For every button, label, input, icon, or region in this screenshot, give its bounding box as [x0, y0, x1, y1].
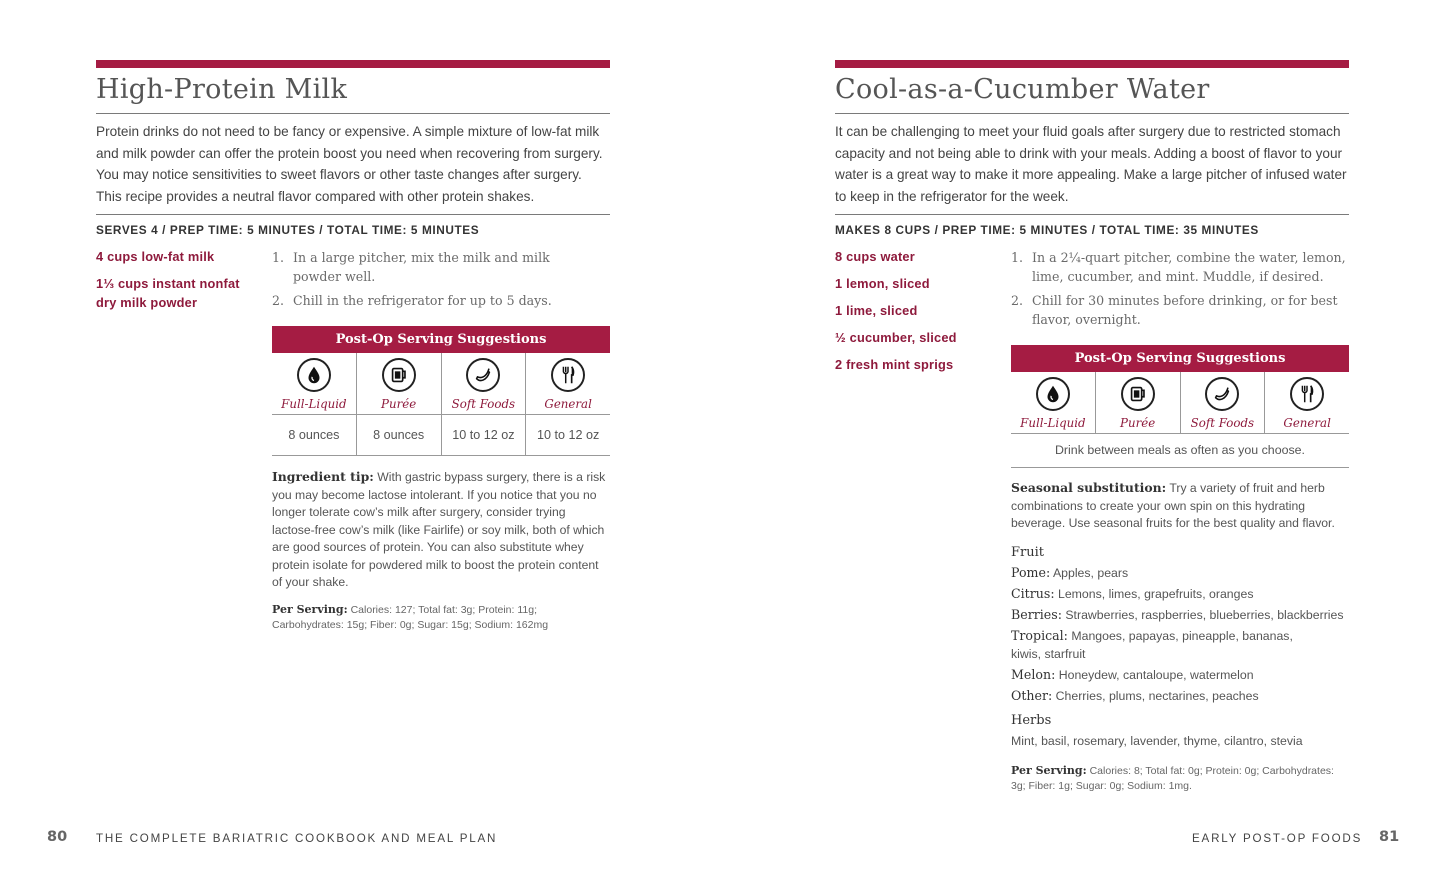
fork-knife-icon — [1290, 377, 1324, 411]
step-list — [1011, 248, 1349, 334]
mug-icon — [1121, 377, 1155, 411]
banana-icon — [1205, 377, 1239, 411]
running-head-left: THE COMPLETE BARIATRIC COOKBOOK AND MEAL PLAN — [96, 832, 498, 845]
divider — [835, 113, 1349, 114]
banana-icon — [466, 358, 500, 392]
serving-label: Purée — [381, 397, 417, 411]
serving-amount: 8 ounces — [357, 415, 442, 455]
fruit-values: Mangoes, papayas, pineapple, bananas, kiwis, starfruit — [1011, 629, 1293, 661]
serving-amount: 10 to 12 oz — [536, 428, 600, 442]
fruit-values: Honeydew, cantaloupe, watermelon — [1058, 667, 1254, 682]
serving-header: Post-Op Serving Suggestions — [1011, 345, 1349, 372]
ingredient-item: 4 cups low-fat milk — [96, 249, 215, 264]
ingredient-list — [96, 248, 261, 321]
serving-amount: 10 to 12 oz — [442, 415, 527, 455]
ingredient-item: 1 lime, sliced — [835, 303, 918, 318]
step-text: Chill in the refrigerator for up to 5 days. — [293, 293, 552, 308]
herbs-list: Mint, basil, rosemary, lavender, thyme, cilantro, stevia — [1011, 734, 1303, 748]
title-accent-bar — [835, 60, 1349, 68]
serving-icons-row — [272, 353, 610, 415]
ingredient-item: 1 lemon, sliced — [835, 276, 930, 291]
ingredient-item: 8 cups water — [835, 249, 915, 264]
recipe-intro: It can be challenging to meet your fluid goals after surgery due to restricted stomach capacity and not being able to drink with your meals. Adding a boost of flavor to your water is a great way to make it more appealing. Make a large pitcher of infused water to keep in the refrigerator for the week. — [835, 124, 1347, 205]
recipe-intro: Protein drinks do not need to be fancy or expensive. A simple mixture of low-fat milk and milk powder can offer the protein boost you need when recovering from surgery. You may notice sensitivities to sweet flavors or other taste changes after surgery. This recipe provides a neutral flavor compared with other protein shakes. — [96, 124, 603, 205]
fruit-category: Other: — [1011, 687, 1053, 703]
nutrition-info — [272, 602, 572, 633]
step-item — [272, 248, 610, 286]
fruit-category: Tropical: — [1011, 628, 1068, 643]
serving-label: Soft Foods — [451, 397, 516, 411]
serving-suggestions-table — [272, 326, 610, 456]
serving-amount: 8 ounces — [272, 415, 357, 455]
mug-icon — [382, 358, 416, 392]
divider — [835, 214, 1349, 215]
serving-note: Drink between meals as often as you choose. — [1011, 434, 1349, 468]
serving-cell-puree — [1096, 372, 1181, 433]
step-item — [1011, 248, 1349, 286]
step-number: 1. — [1011, 250, 1024, 265]
herbs-heading: Herbs — [1011, 713, 1052, 728]
serving-cell-general — [526, 353, 610, 414]
recipe-title: Cool-as-a-Cucumber Water — [835, 74, 1210, 105]
serving-cell-full-liquid — [1011, 372, 1096, 433]
serving-label: Full-Liquid — [281, 397, 347, 411]
ingredient-item: 2 fresh mint sprigs — [835, 357, 954, 372]
nutrition-text: Calories: 8; Total fat: 0g; Protein: 0g; Carbohydrates: 3g; Fiber: 1g; Sugar: 0g; Sodium: 1mg. — [1011, 765, 1334, 792]
substitution-label: Seasonal substitution: — [1011, 480, 1167, 495]
fruit-values: Lemons, limes, grapefruits, oranges — [1057, 587, 1254, 601]
serving-cell-full-liquid — [272, 353, 357, 414]
divider — [96, 214, 610, 215]
ingredient-list — [835, 248, 1000, 383]
fruit-category: Citrus: — [1011, 586, 1055, 601]
step-item — [1011, 291, 1349, 329]
step-number: 1. — [272, 250, 285, 265]
recipe-meta: MAKES 8 CUPS / PREP TIME: 5 MINUTES / TOTAL TIME: 35 MINUTES — [835, 223, 1259, 237]
serving-cell-puree — [357, 353, 442, 414]
serving-label: Full-Liquid — [1020, 416, 1086, 430]
ingredient-item: ½ cucumber, sliced — [835, 330, 957, 345]
nutrition-label: Per Serving: — [1011, 764, 1087, 777]
serving-icons-row — [1011, 372, 1349, 434]
fruit-category: Berries: — [1011, 607, 1062, 622]
recipe-meta: SERVES 4 / PREP TIME: 5 MINUTES / TOTAL TIME: 5 MINUTES — [96, 223, 480, 237]
page-number-right: 81 — [1379, 829, 1400, 845]
serving-cell-general — [1265, 372, 1349, 433]
step-number: 2. — [1011, 293, 1024, 308]
step-item — [272, 291, 610, 310]
fruit-values: Strawberries, raspberries, blueberries, blackberries — [1065, 608, 1344, 622]
serving-label: Soft Foods — [1190, 416, 1255, 430]
divider — [96, 113, 610, 114]
title-accent-bar — [96, 60, 610, 68]
step-list — [272, 248, 610, 315]
step-number: 2. — [272, 293, 285, 308]
tip-text: With gastric bypass surgery, there is a risk you may become lactose intolerant. If you notice that you no longer tolerate cow’s milk after surgery, consider trying lactose-free cow’s milk (like Fairlife) or soy milk, both of which are good sources of protein. You can also substitute whey protein isolate for powdered milk to boost the protein content of your shake. — [272, 470, 606, 589]
droplet-icon — [1036, 377, 1070, 411]
fruit-category: Melon: — [1011, 666, 1056, 682]
fruit-heading: Fruit — [1011, 545, 1044, 560]
page-number-left: 80 — [47, 829, 68, 845]
serving-suggestions-table — [1011, 345, 1349, 468]
seasonal-substitution — [1011, 479, 1351, 533]
ingredient-item: 1⅓ cups instant nonfat dry milk powder — [96, 276, 240, 310]
serving-label: General — [544, 397, 592, 411]
tip-label: Ingredient tip: — [272, 469, 374, 484]
fruit-item — [1011, 606, 1351, 625]
fruit-item — [1011, 687, 1351, 706]
fruit-item — [1011, 585, 1351, 604]
serving-amounts-row — [272, 415, 610, 456]
recipe-title: High-Protein Milk — [96, 74, 348, 105]
serving-cell-soft-foods — [1181, 372, 1266, 433]
running-head-right: EARLY POST-OP FOODS — [1192, 832, 1363, 845]
fruit-item — [1011, 666, 1351, 685]
step-text: Chill for 30 minutes before drinking, or for best flavor, overnight. — [1032, 293, 1338, 327]
serving-label: General — [1283, 416, 1331, 430]
nutrition-text: Calories: 127; Total fat: 3g; Protein: 11g; Carbohydrates: 15g; Fiber: 0g; Sugar: 15g; Sodium: 162mg — [272, 604, 549, 631]
fruit-values: Apples, pears — [1052, 566, 1129, 580]
fruit-list — [1011, 564, 1351, 708]
step-text: In a large pitcher, mix the milk and milk powder well. — [293, 250, 550, 284]
fruit-item — [1011, 627, 1301, 663]
serving-label: Purée — [1120, 416, 1156, 430]
nutrition-info — [1011, 763, 1351, 794]
droplet-icon — [297, 358, 331, 392]
ingredient-tip — [272, 468, 610, 592]
fruit-category: Pome: — [1011, 565, 1051, 580]
serving-header: Post-Op Serving Suggestions — [272, 326, 610, 353]
serving-cell-soft-foods — [442, 353, 527, 414]
fruit-values: Cherries, plums, nectarines, peaches — [1055, 688, 1259, 703]
step-text: In a 2¼-quart pitcher, combine the water, lemon, lime, cucumber, and mint. Muddle, if desired. — [1032, 250, 1346, 284]
fork-knife-icon — [551, 358, 585, 392]
fruit-item — [1011, 564, 1351, 583]
nutrition-label: Per Serving: — [272, 603, 348, 616]
substitution-text: Try a variety of fruit and herb combinations to create your own spin on this hydrating beverage. Use seasonal fruits for the best quality and flavor. — [1011, 481, 1335, 530]
